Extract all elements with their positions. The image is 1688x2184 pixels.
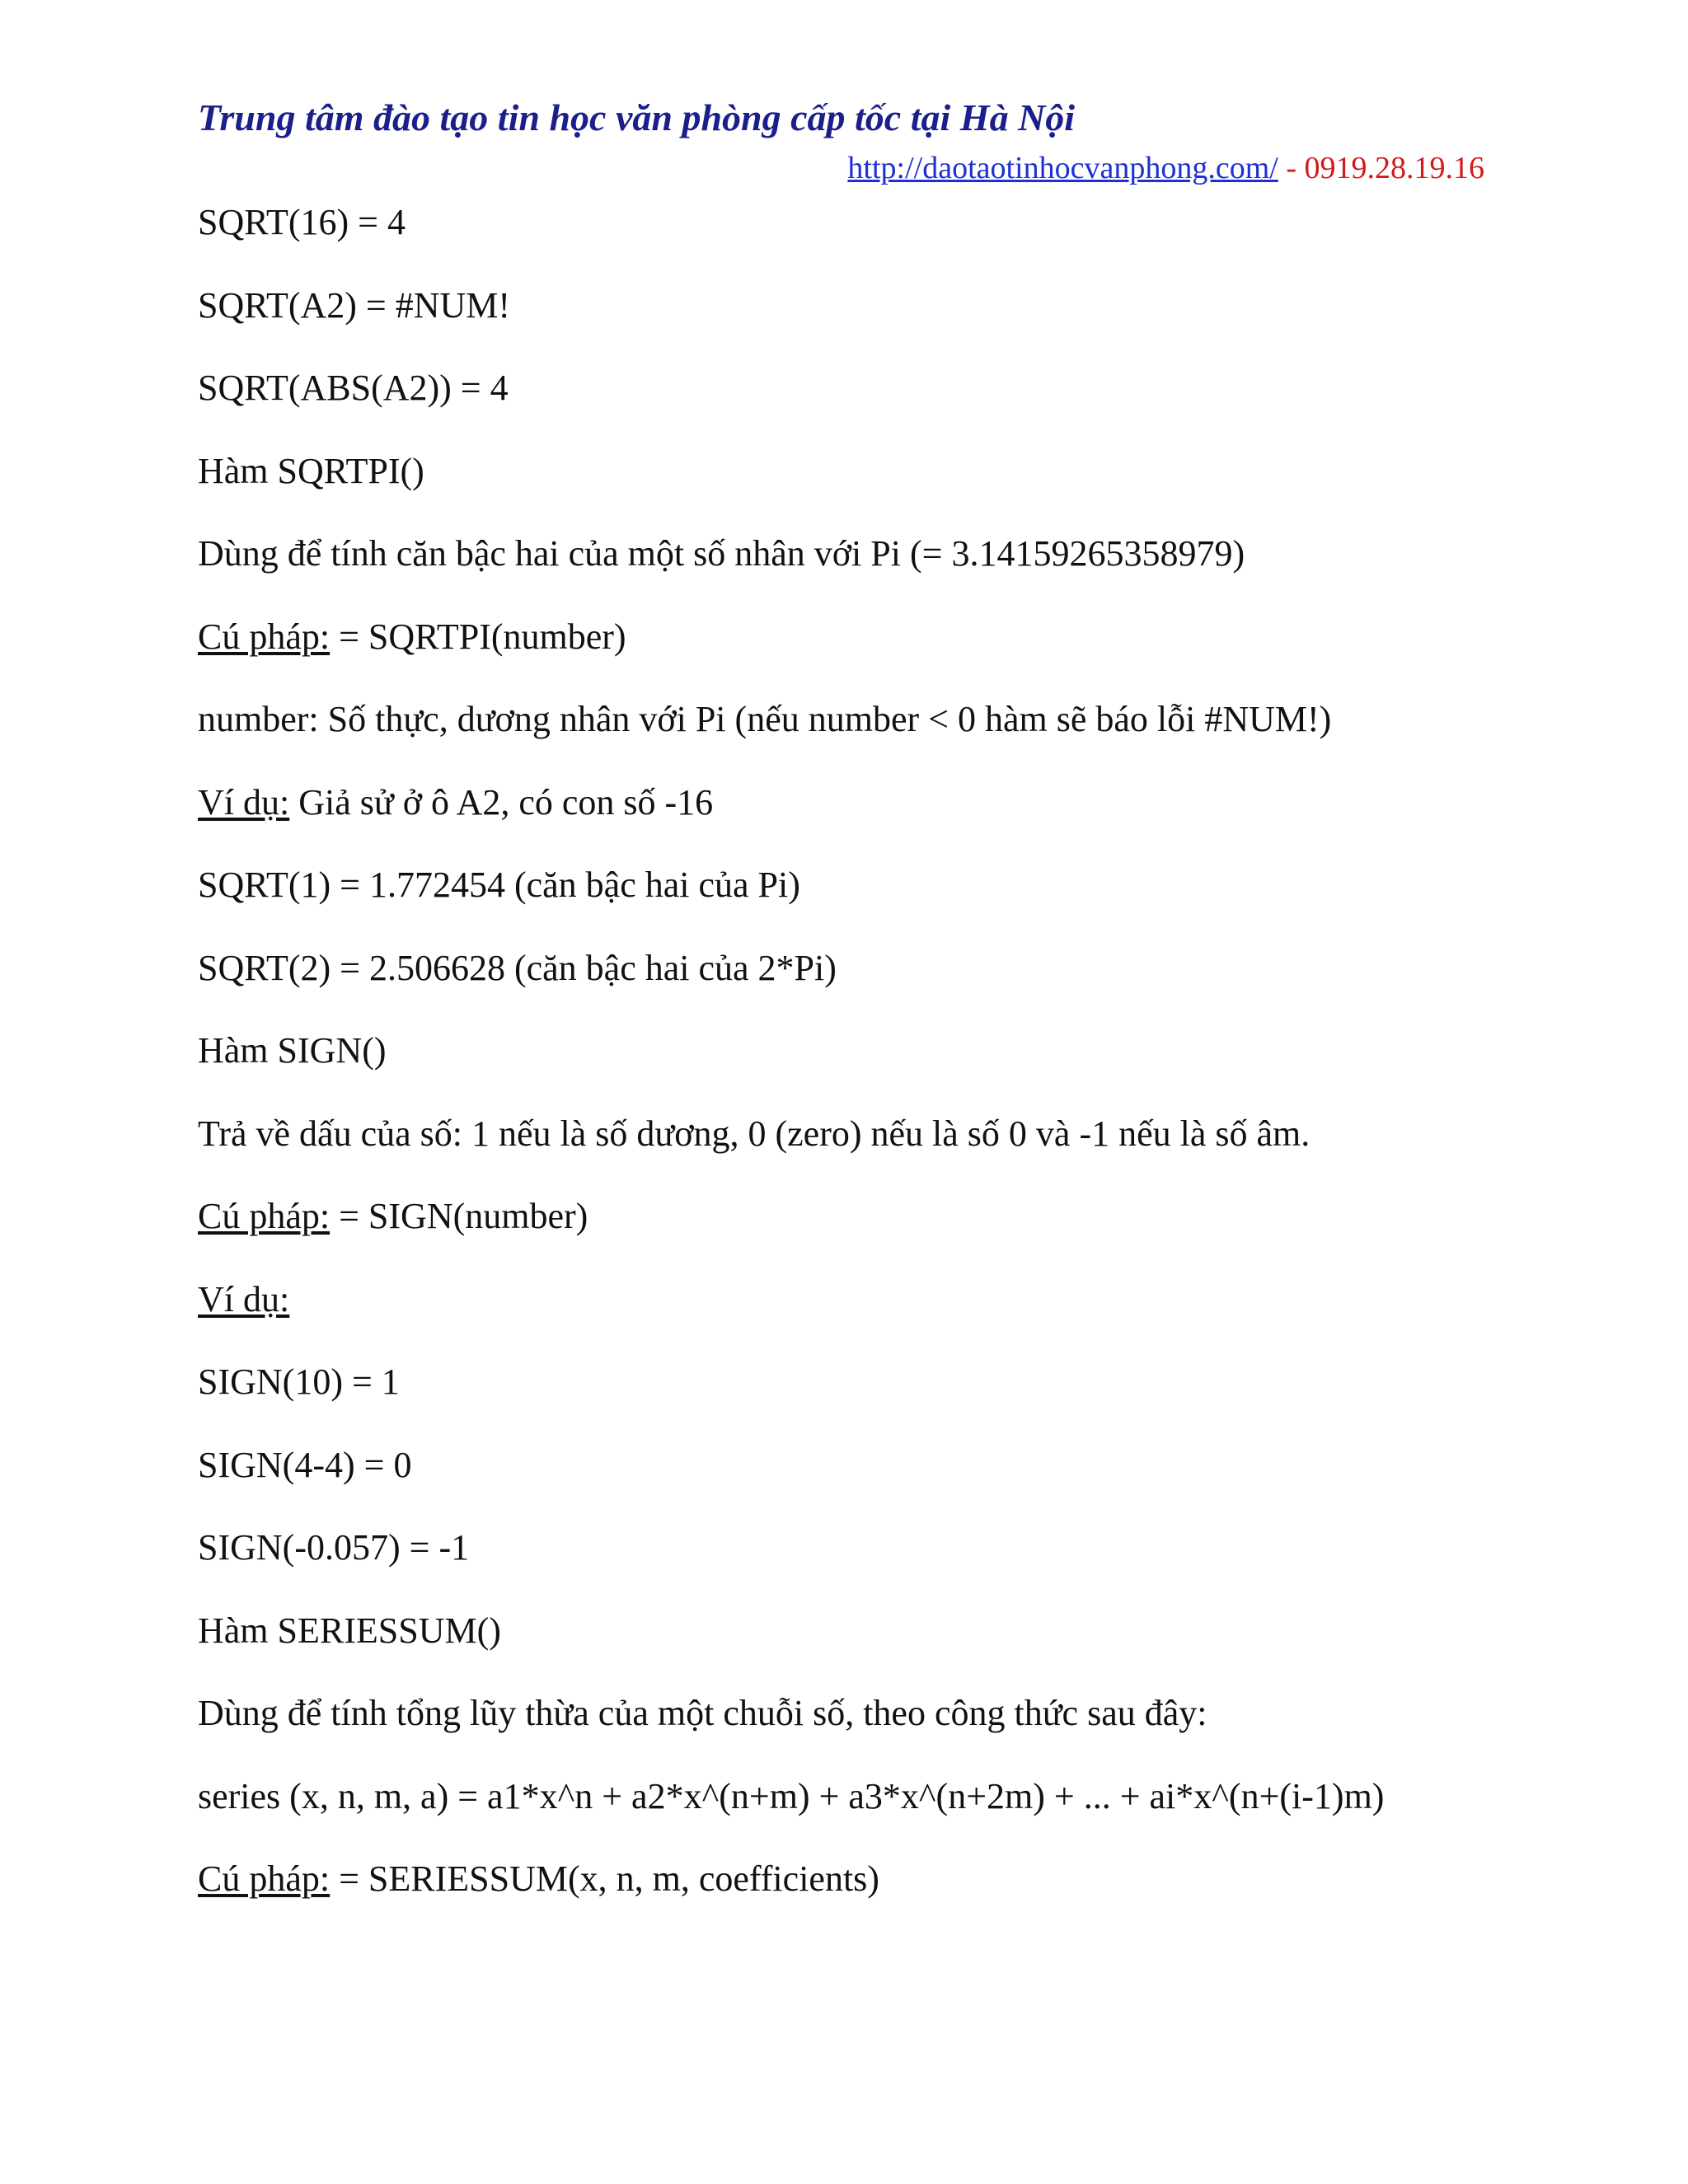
line-sqrt-abs-a2: SQRT(ABS(A2)) = 4 bbox=[198, 368, 509, 408]
document-body bbox=[198, 198, 1517, 1938]
example-text: Giả sử ở ô A2, có con số -16 bbox=[289, 781, 714, 823]
seriessum-syntax bbox=[198, 1854, 1517, 1938]
sqrtpi-syntax bbox=[198, 612, 1517, 696]
phone-number: 0919.28.19.16 bbox=[1304, 151, 1484, 185]
header-title: Trung tâm đào tạo tin học văn phòng cấp tốc tại Hà Nội bbox=[198, 96, 1076, 138]
sign-syntax bbox=[198, 1192, 1517, 1275]
example-label: Ví dụ: bbox=[198, 1278, 290, 1319]
sign-description: Trả về dấu của số: 1 nếu là số dương, 0 (zero) nếu là số 0 và -1 nếu là số âm. bbox=[198, 1113, 1311, 1154]
heading-seriessum: Hàm SERIESSUM() bbox=[198, 1610, 501, 1651]
syntax-label: Cú pháp: bbox=[198, 1196, 331, 1236]
line-sign-10: SIGN(10) = 1 bbox=[198, 1361, 400, 1402]
heading-sqrtpi: Hàm SQRTPI() bbox=[198, 450, 424, 491]
website-link[interactable]: http://daotaotinhocvanphong.com/ bbox=[847, 151, 1278, 185]
line-sign-4-4: SIGN(4-4) = 0 bbox=[198, 1444, 412, 1485]
line-sqrt-a2: SQRT(A2) = #NUM! bbox=[198, 284, 511, 326]
syntax-label: Cú pháp: bbox=[198, 1858, 331, 1899]
line-sign-negative: SIGN(-0.057) = -1 bbox=[198, 1527, 470, 1568]
line-sqrt-2: SQRT(2) = 2.506628 (căn bậc hai của 2*Pi) bbox=[198, 947, 837, 988]
sqrtpi-description: Dùng để tính căn bậc hai của một số nhân với Pi (= 3.14159265358979) bbox=[198, 533, 1245, 574]
sqrtpi-example bbox=[198, 778, 1517, 861]
seriessum-description: Dùng để tính tổng lũy thừa của một chuỗi số, theo công thức sau đây: bbox=[198, 1693, 1207, 1733]
syntax-text: = SERIESSUM(x, n, m, coefficients) bbox=[330, 1858, 879, 1899]
example-label: Ví dụ: bbox=[198, 781, 290, 823]
syntax-label: Cú pháp: bbox=[198, 616, 331, 657]
syntax-text: = SQRTPI(number) bbox=[330, 616, 626, 657]
line-sqrt-16: SQRT(16) = 4 bbox=[198, 202, 406, 242]
sqrtpi-parameter: number: Số thực, dương nhân với Pi (nếu number < 0 hàm sẽ báo lỗi #NUM!) bbox=[198, 699, 1332, 739]
contact-separator: - bbox=[1278, 151, 1305, 185]
seriessum-formula: series (x, n, m, a) = a1*x^n + a2*x^(n+m) + a3*x^(n+2m) + ... + ai*x^(n+(i-1)m) bbox=[198, 1775, 1385, 1816]
line-sqrt-1: SQRT(1) = 1.772454 (căn bậc hai của Pi) bbox=[198, 865, 800, 905]
header-contact bbox=[847, 150, 1484, 186]
sign-example-label-line bbox=[198, 1275, 1517, 1358]
heading-sign: Hàm SIGN() bbox=[198, 1030, 387, 1071]
syntax-text: = SIGN(number) bbox=[330, 1196, 588, 1236]
